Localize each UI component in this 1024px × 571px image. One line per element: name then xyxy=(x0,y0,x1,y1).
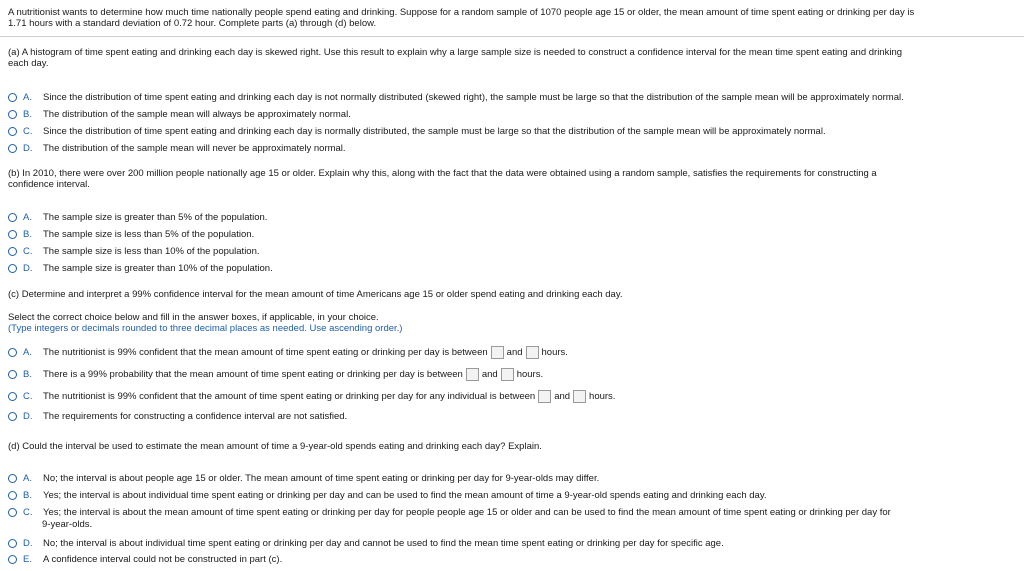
part-c-option-a[interactable] xyxy=(8,345,568,359)
part-d-option-a[interactable] xyxy=(8,471,599,485)
part-a-question-line-2: each day. xyxy=(8,58,49,69)
option-letter: D. xyxy=(23,142,33,154)
part-a-question xyxy=(8,47,902,69)
option-letter: A. xyxy=(23,346,32,358)
hours-label: hours. xyxy=(516,368,544,380)
part-a-option-d[interactable] xyxy=(8,141,346,155)
divider xyxy=(0,36,1024,37)
radio-button[interactable] xyxy=(8,348,17,357)
option-text: Yes; the interval is about the mean amount of time spent eating or drinking per day for people people age 15 or older and can be used to find the mean amount of time spent eating or drinking per day for xyxy=(43,506,891,518)
option-text: There is a 99% probability that the mean amount of time spent eating or drinking per day is between xyxy=(43,368,463,380)
radio-button[interactable] xyxy=(8,392,17,401)
option-letter: B. xyxy=(23,368,32,380)
radio-button[interactable] xyxy=(8,508,17,517)
option-text: The nutritionist is 99% confident that the mean amount of time spent eating or drinking per day is between xyxy=(43,346,488,358)
part-b-question-line-2: confidence interval. xyxy=(8,179,90,190)
radio-button[interactable] xyxy=(8,555,17,564)
radio-button[interactable] xyxy=(8,539,17,548)
part-b-option-d[interactable] xyxy=(8,261,273,275)
radio-button[interactable] xyxy=(8,144,17,153)
option-text: Since the distribution of time spent eating and drinking each day is normally distributed, the sample must be large so that the distribution of the sample mean will be approximately normal. xyxy=(43,125,826,137)
radio-button[interactable] xyxy=(8,93,17,102)
radio-button[interactable] xyxy=(8,474,17,483)
part-a-option-c[interactable] xyxy=(8,124,826,138)
option-text: The sample size is greater than 10% of the population. xyxy=(43,262,273,274)
option-text: The sample size is greater than 5% of the population. xyxy=(43,211,268,223)
radio-button[interactable] xyxy=(8,491,17,500)
part-c-question: (c) Determine and interpret a 99% confidence interval for the mean amount of time Americans age 15 or older spend eating and drinking each day. xyxy=(8,289,623,300)
part-b-option-b[interactable] xyxy=(8,227,254,241)
option-text: The requirements for constructing a confidence interval are not satisfied. xyxy=(43,410,348,422)
part-d-option-e[interactable] xyxy=(8,552,282,566)
radio-button[interactable] xyxy=(8,230,17,239)
and-label: and xyxy=(481,368,498,380)
intro-line-2: 1.71 hours with a standard deviation of 0.72 hour. Complete parts (a) through (d) below. xyxy=(8,18,377,29)
answer-box-lower[interactable] xyxy=(466,368,479,381)
radio-button[interactable] xyxy=(8,213,17,222)
answer-box-upper[interactable] xyxy=(501,368,514,381)
option-letter: A. xyxy=(23,472,32,484)
intro-line-1: A nutritionist wants to determine how much time nationally people spend eating and drinking. Suppose for a random sample of 1070 people age 15 or older, the mean amount of time spent eating or drinking per day is xyxy=(8,7,915,18)
option-text: The distribution of the sample mean will always be approximately normal. xyxy=(43,108,351,120)
option-letter: D. xyxy=(23,537,33,549)
answer-box-upper[interactable] xyxy=(526,346,539,359)
part-c-option-d[interactable] xyxy=(8,409,347,423)
answer-box-lower[interactable] xyxy=(538,390,551,403)
option-letter: B. xyxy=(23,489,32,501)
option-letter: C. xyxy=(23,245,33,257)
option-text: No; the interval is about people age 15 or older. The mean amount of time spent eating or drinking per day for 9-year-olds may differ. xyxy=(43,472,600,484)
option-text: Since the distribution of time spent eating and drinking each day is not normally distributed (skewed right), the sample must be large so that the distribution of the sample mean will be approximately normal. xyxy=(43,91,904,103)
radio-button[interactable] xyxy=(8,264,17,273)
option-letter: C. xyxy=(23,390,33,402)
part-d-option-b[interactable] xyxy=(8,488,767,502)
part-c-option-b[interactable] xyxy=(8,367,543,381)
part-d-option-d[interactable] xyxy=(8,536,724,550)
part-a-option-a[interactable] xyxy=(8,90,904,104)
part-d-option-c-continued: 9-year-olds. xyxy=(42,519,93,530)
part-b-question xyxy=(8,168,877,190)
part-c-instruction: Select the correct choice below and fill in the answer boxes, if applicable, in your choice. xyxy=(8,312,379,323)
option-letter: D. xyxy=(23,262,33,274)
option-letter: D. xyxy=(23,410,33,422)
option-text: No; the interval is about individual time spent eating or drinking per day and cannot be used to find the mean time spent eating or drinking per day for specific age. xyxy=(43,537,724,549)
part-b-option-a[interactable] xyxy=(8,210,267,224)
option-text: The nutritionist is 99% confident that the amount of time spent eating or drinking per day for any individual is between xyxy=(43,390,536,402)
option-letter: E. xyxy=(23,553,32,565)
part-a-question-line-1: (a) A histogram of time spent eating and drinking each day is skewed right. Use this result to explain why a large sample size is needed to construct a confidence interval for the mean time spent eating and drinking xyxy=(8,47,903,58)
problem-statement xyxy=(8,7,914,29)
radio-button[interactable] xyxy=(8,370,17,379)
radio-button[interactable] xyxy=(8,247,17,256)
part-c-hint: (Type integers or decimals rounded to three decimal places as needed. Use ascending order.) xyxy=(8,323,403,334)
option-letter: B. xyxy=(23,108,32,120)
option-text: Yes; the interval is about individual time spent eating or drinking per day and can be used to find the mean amount of time a 9-year-old spends eating and drinking each day. xyxy=(43,489,767,501)
option-letter: C. xyxy=(23,506,33,518)
option-text: The sample size is less than 5% of the population. xyxy=(43,228,255,240)
part-b-option-c[interactable] xyxy=(8,244,260,258)
answer-box-lower[interactable] xyxy=(491,346,504,359)
part-a-option-b[interactable] xyxy=(8,107,351,121)
option-text: The sample size is less than 10% of the population. xyxy=(43,245,260,257)
option-text: The distribution of the sample mean will never be approximately normal. xyxy=(43,142,346,154)
hours-label: hours. xyxy=(541,346,568,358)
option-letter: A. xyxy=(23,91,32,103)
option-text: A confidence interval could not be constructed in part (c). xyxy=(43,553,283,565)
answer-box-upper[interactable] xyxy=(573,390,586,403)
radio-button[interactable] xyxy=(8,110,17,119)
option-letter: A. xyxy=(23,211,32,223)
option-letter: B. xyxy=(23,228,32,240)
option-letter: C. xyxy=(23,125,33,137)
and-label: and xyxy=(554,390,571,402)
and-label: and xyxy=(506,346,523,358)
radio-button[interactable] xyxy=(8,412,17,421)
part-d-option-c[interactable] xyxy=(8,505,891,519)
radio-button[interactable] xyxy=(8,127,17,136)
part-d-question: (d) Could the interval be used to estimate the mean amount of time a 9-year-old spends eating and drinking each day? Explain. xyxy=(8,441,542,452)
hours-label: hours. xyxy=(589,390,616,402)
part-b-question-line-1: (b) In 2010, there were over 200 million people nationally age 15 or older. Explain why this, along with the fact that the data were obtained using a random sample, satisfies the requirements for constructing a xyxy=(8,168,877,179)
part-c-option-c[interactable] xyxy=(8,389,615,403)
